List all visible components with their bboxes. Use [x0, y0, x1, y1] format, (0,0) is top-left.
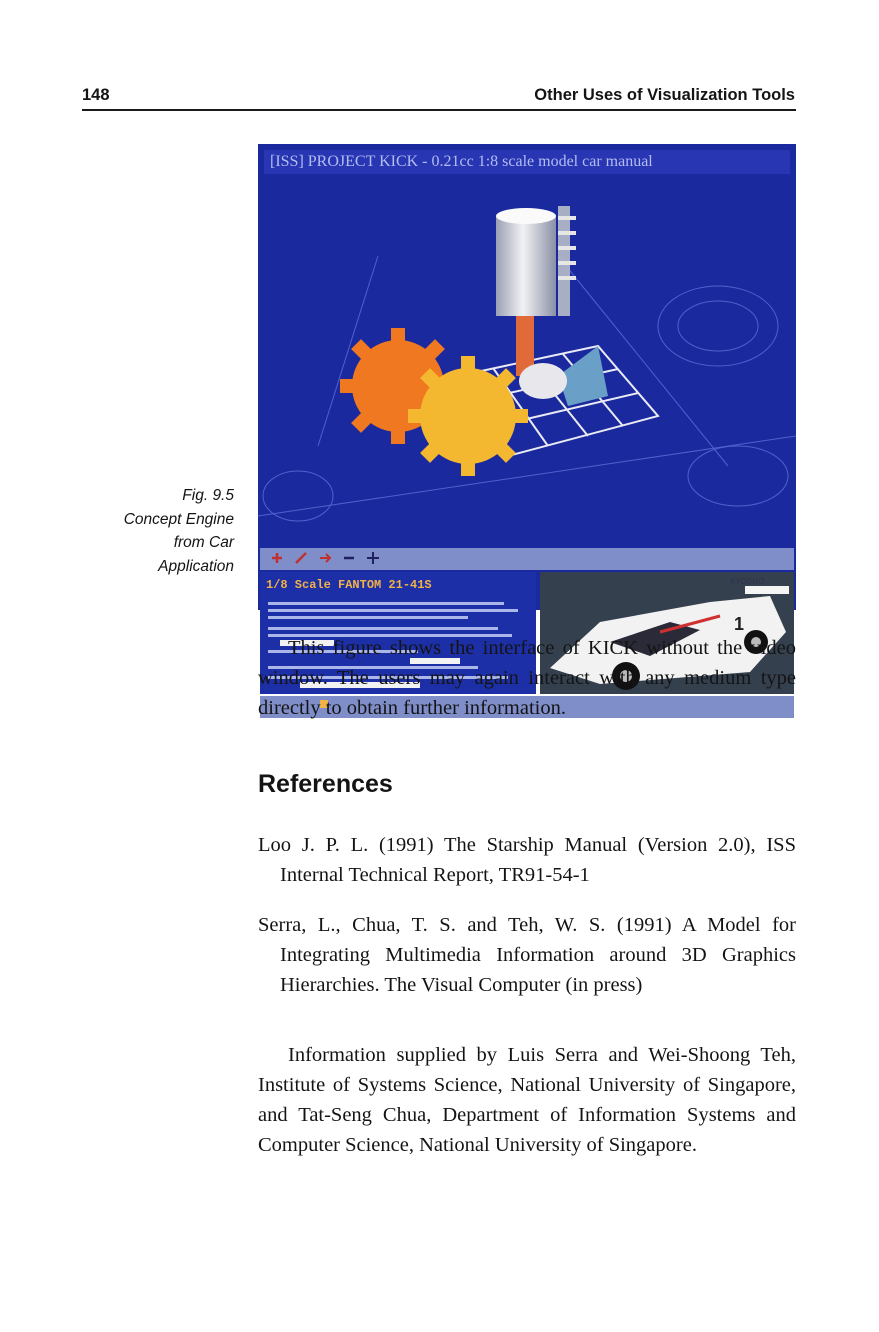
gear-yellow	[408, 356, 528, 476]
move-icon[interactable]	[366, 551, 380, 565]
text-line	[268, 616, 468, 619]
text-line	[268, 609, 518, 612]
running-title: Other Uses of Visualization Tools	[534, 86, 795, 104]
toolbar	[260, 548, 794, 570]
text-line	[268, 627, 498, 630]
body-paragraph: This figure shows the interface of KICK without the video window. The users may again interact with any medium type directly to obtain further information.	[258, 637, 796, 719]
caption-line: from Car	[173, 534, 234, 551]
pencil-icon[interactable]	[294, 551, 308, 565]
reference-item: Loo J. P. L. (1991) The Starship Manual (Version 2.0), ISS Internal Technical Report, TR91-54-1	[258, 834, 796, 886]
figure-screenshot	[258, 144, 796, 634]
panel-title: 1/8 Scale FANTOM 21-41S	[266, 578, 432, 592]
reference-item: Serra, L., Chua, T. S. and Teh, W. S. (1991) A Model for Integrating Multimedia Information around 3D Graphics Hierarchies. The Visual Computer (in press)	[258, 914, 796, 996]
references-heading: References	[258, 770, 393, 798]
svg-text:1: 1	[734, 614, 745, 634]
add-icon[interactable]	[270, 551, 284, 565]
caption-line: Concept Engine	[123, 510, 234, 528]
caption-line: Fig. 9.5	[182, 487, 234, 504]
caption-line: Application	[158, 557, 234, 575]
minus-icon[interactable]	[342, 551, 356, 565]
figure-caption	[124, 484, 234, 578]
arrow-icon[interactable]	[318, 551, 332, 565]
car-logo: KYOSHO	[730, 577, 765, 586]
header-rule	[82, 109, 796, 111]
text-line	[268, 602, 504, 605]
engine-cylinder	[496, 216, 556, 316]
credits-paragraph: Information supplied by Luis Serra and Wei-Shoong Teh, Institute of Systems Science, National University of Singapore, and Tat-Seng Chua, Department of Information Systems and Computer Science, National University of Singapore.	[258, 1044, 796, 1156]
engine-3d-scene	[258, 176, 796, 548]
page-number: 148	[82, 86, 110, 104]
screen-title: [ISS] PROJECT KICK - 0.21cc 1:8 scale model car manual	[264, 150, 790, 174]
